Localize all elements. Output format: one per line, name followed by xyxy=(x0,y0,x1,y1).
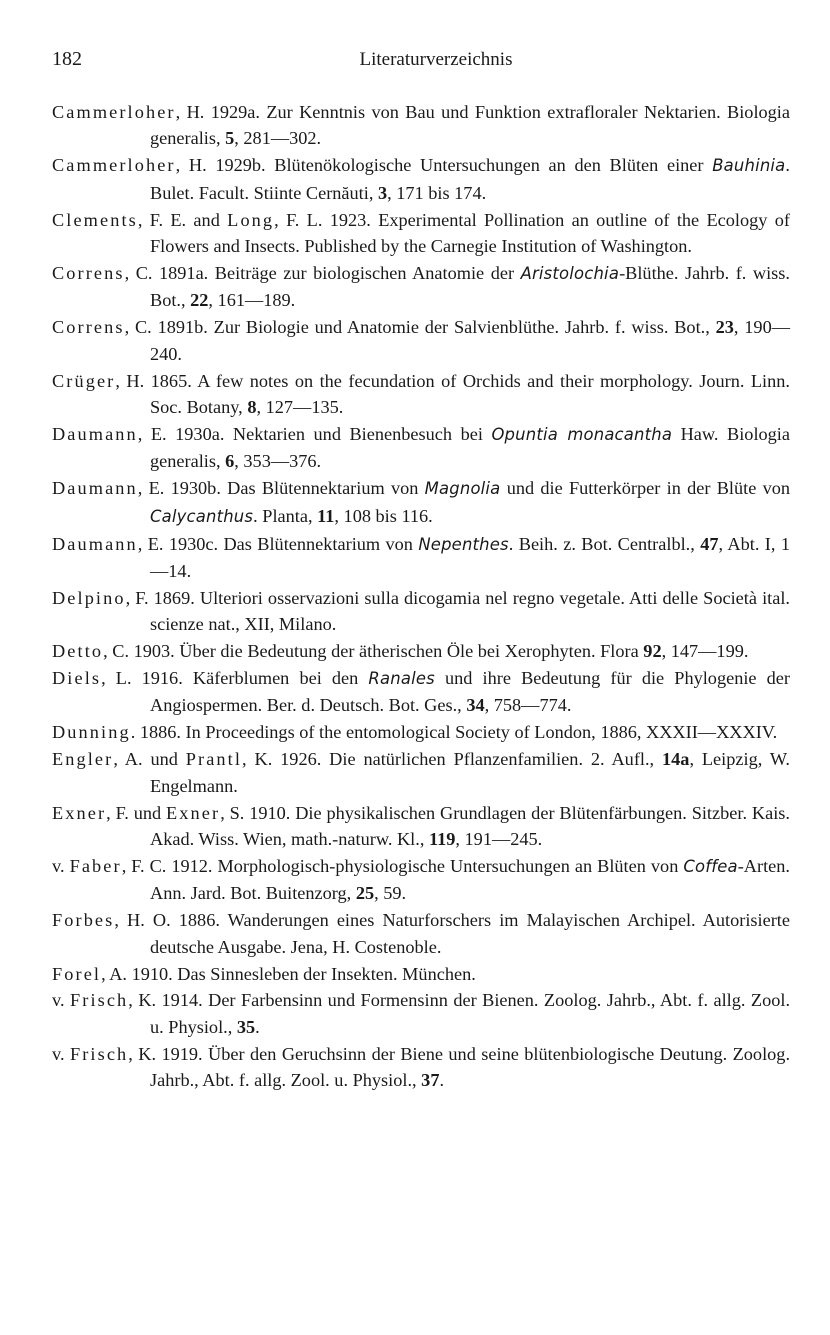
author-name: Correns xyxy=(52,262,125,283)
entry-text: . xyxy=(439,1070,445,1091)
reference-entry xyxy=(52,1041,790,1094)
volume-number: 6 xyxy=(225,451,235,472)
volume-number: 37 xyxy=(421,1070,440,1091)
entry-text: , F. 1869. Ulteriori osservazioni sulla dicogamia nel regno vegetale. Atti delle Società ital. scienze nat., XII, Milano. xyxy=(125,587,790,635)
taxon-name: Coffea xyxy=(683,856,738,876)
entry-text: , A. und xyxy=(113,749,186,770)
entry-text: Haw. Biologia generalis, xyxy=(150,423,790,472)
entry-text: , 171 bis 174. xyxy=(387,182,487,203)
entry-text: , Leipzig, W. Engelmann. xyxy=(150,749,790,796)
author-name: Frisch xyxy=(69,990,129,1011)
author-name: Dunning xyxy=(52,722,131,743)
author-name: Cammerloher xyxy=(52,102,176,122)
author-name: Prantl xyxy=(185,749,243,770)
entry-text: , H. 1929b. Blütenökologische Untersuchungen an den Blüten einer xyxy=(175,155,713,176)
reference-entry xyxy=(52,987,790,1040)
taxon-name: Opuntia monacantha xyxy=(491,424,673,444)
taxon-name: Magnolia xyxy=(424,479,501,499)
entry-text: . Bulet. Facult. Stiinte Cernăuti, xyxy=(150,155,790,203)
volume-number: 14a xyxy=(662,749,690,770)
reference-entry xyxy=(52,800,790,853)
reference-entry xyxy=(52,314,790,367)
volume-number: 22 xyxy=(190,290,209,311)
entry-text: , A. 1910. Das Sinnesleben der Insekten. München. xyxy=(101,963,476,984)
volume-number: 8 xyxy=(247,396,257,417)
author-name: Engler xyxy=(52,749,114,770)
entry-text: , L. 1916. Käferblumen bei den xyxy=(101,668,369,689)
reference-entry xyxy=(52,475,790,530)
author-name: Forel xyxy=(52,963,102,984)
entry-text: . 1886. In Proceedings of the entomological Society of London, 1886, XXXII—XXXIV. xyxy=(130,722,778,743)
page-number: 182 xyxy=(52,48,82,70)
entry-text: , 161—189. xyxy=(208,290,296,311)
volume-number: 3 xyxy=(377,182,388,203)
reference-entry xyxy=(52,746,790,799)
taxon-name: Ranales xyxy=(368,669,435,689)
entry-text: , F. E. and xyxy=(137,209,228,230)
entry-text: , H. O. 1886. Wanderungen eines Naturforschers im Malayischen Archipel. Autorisierte deutsche Ausgabe. Jena, H. Costenoble. xyxy=(114,910,790,957)
author-name: Daumann xyxy=(52,478,138,499)
reference-list xyxy=(52,99,790,1094)
entry-text: , S. 1910. Die physikalischen Grundlagen der Blütenfärbungen. Sitzber. Kais. Akad. Wiss. Wien, math.-naturw. Kl., xyxy=(150,802,790,849)
entry-text: , C. 1891a. Beiträge zur biologischen Anatomie der xyxy=(124,262,521,283)
entry-text: , Abt. I, 1—14. xyxy=(150,533,790,581)
taxon-name: Aristolochia xyxy=(520,263,620,283)
entry-text: , E. 1930a. Nektarien und Bienenbesuch bei xyxy=(137,423,492,444)
reference-entry xyxy=(52,421,790,475)
entry-text: , K. 1919. Über den Geruchsinn der Biene und seine blütenbiologische Deutung. Zoolog. Jahrb., Abt. f. allg. Zool. u. Physiol., xyxy=(128,1043,791,1091)
reference-entry xyxy=(52,531,790,585)
entry-text: , 191—245. xyxy=(455,828,543,849)
entry-text: , C. 1903. Über die Bedeutung der ätherischen Öle bei Xerophyten. Flora xyxy=(103,641,644,662)
entry-text: und ihre Bedeutung für die Phylogenie der Angiospermen. Ber. d. Deutsch. Bot. Ges., xyxy=(150,668,790,716)
page-header xyxy=(52,48,790,78)
running-title: Literaturverzeichnis xyxy=(359,49,513,70)
entry-text: , 281—302. xyxy=(234,128,322,149)
author-name: Cammerloher xyxy=(52,155,176,176)
entry-text: -Blüthe. Jahrb. f. wiss. Bot., xyxy=(150,262,790,311)
entry-text: , E. 1930b. Das Blütennektarium von xyxy=(137,478,425,499)
author-name: Delpino xyxy=(52,587,126,608)
author-name: Exner xyxy=(166,802,221,823)
entry-text: , H. 1929a. Zur Kenntnis von Bau und Funktion extrafloraler Nektarien. Biologia generalis, xyxy=(150,102,790,149)
author-name: Crüger xyxy=(52,370,116,391)
entry-text: , E. 1930c. Das Blütennektarium von xyxy=(137,533,419,554)
reference-entry xyxy=(52,907,790,960)
author-name: Daumann xyxy=(52,533,138,554)
entry-text: , 758—774. xyxy=(484,695,572,716)
volume-number: 23 xyxy=(715,317,734,338)
author-name: Exner xyxy=(52,802,107,823)
author-prefix: v. xyxy=(52,855,70,876)
entry-text: und die Futterkörper in der Blüte von xyxy=(500,478,791,499)
author-prefix: v. xyxy=(52,990,70,1011)
author-name: Clements xyxy=(52,209,138,230)
entry-text: , K. 1926. Die natürlichen Pflanzenfamilien. 2. Aufl., xyxy=(242,749,663,770)
entry-text: -Arten. Ann. Jard. Bot. Buitenzorg, xyxy=(150,855,791,904)
reference-entry xyxy=(52,368,790,421)
reference-entry xyxy=(52,99,790,152)
reference-entry xyxy=(52,853,790,907)
entry-text: , 147—199. xyxy=(661,641,749,662)
author-name: Forbes xyxy=(52,910,115,931)
author-name: Frisch xyxy=(69,1043,129,1064)
reference-entry xyxy=(52,719,790,745)
volume-number: 47 xyxy=(700,533,719,554)
reference-entry xyxy=(52,152,790,206)
entry-text: , H. 1865. A few notes on the fecundation of Orchids and their morphology. Journ. Linn. Soc. Botany, xyxy=(115,370,790,417)
reference-entry xyxy=(52,207,790,260)
volume-number: 34 xyxy=(466,695,485,716)
author-prefix: v. xyxy=(52,1043,70,1064)
taxon-name: Nepenthes xyxy=(418,534,509,554)
entry-text: , 59. xyxy=(374,883,407,904)
taxon-name: Bauhinia xyxy=(712,156,786,176)
entry-text: , 353—376. xyxy=(234,451,322,472)
volume-number: 5 xyxy=(225,128,235,149)
author-name: Daumann xyxy=(52,423,138,444)
entry-text: , 127—135. xyxy=(256,396,344,417)
reference-entry xyxy=(52,585,790,638)
entry-text: , C. 1891b. Zur Biologie und Anatomie der Salvienblüthe. Jahrb. f. wiss. Bot., xyxy=(124,317,716,338)
entry-text: . Planta, xyxy=(253,505,318,526)
taxon-name: Calycanthus xyxy=(150,506,254,526)
entry-text: , 108 bis 116. xyxy=(334,505,433,526)
reference-entry xyxy=(52,638,790,664)
entry-text: . Beih. z. Bot. Centralbl., xyxy=(508,533,701,554)
entry-text: , F. L. 1923. Experimental Pollination an outline of the Ecology of Flowers and Insects. Published by the Carnegie Institution of Washington. xyxy=(150,209,790,257)
author-name: Faber xyxy=(69,855,122,876)
volume-number: 119 xyxy=(428,828,456,849)
entry-text: , 190—240. xyxy=(150,317,790,364)
reference-entry xyxy=(52,260,790,314)
entry-text: , K. 1914. Der Farbensinn und Formensinn der Bienen. Zoolog. Jahrb., Abt. f. allg. Zool. u. Physiol., xyxy=(128,990,791,1037)
reference-entry xyxy=(52,665,790,719)
author-name: Detto xyxy=(52,641,104,662)
reference-entry xyxy=(52,961,790,987)
volume-number: 92 xyxy=(643,641,662,662)
volume-number: 11 xyxy=(317,505,335,526)
entry-text: . xyxy=(255,1016,260,1037)
volume-number: 25 xyxy=(355,883,375,904)
volume-number: 35 xyxy=(236,1016,256,1037)
entry-text: , F. und xyxy=(106,802,167,823)
entry-text: , F. C. 1912. Morphologisch-physiologische Untersuchungen an Blüten von xyxy=(121,855,684,876)
author-name: Correns xyxy=(52,317,125,338)
author-name: Diels xyxy=(52,668,102,689)
author-name: Long xyxy=(227,209,275,230)
